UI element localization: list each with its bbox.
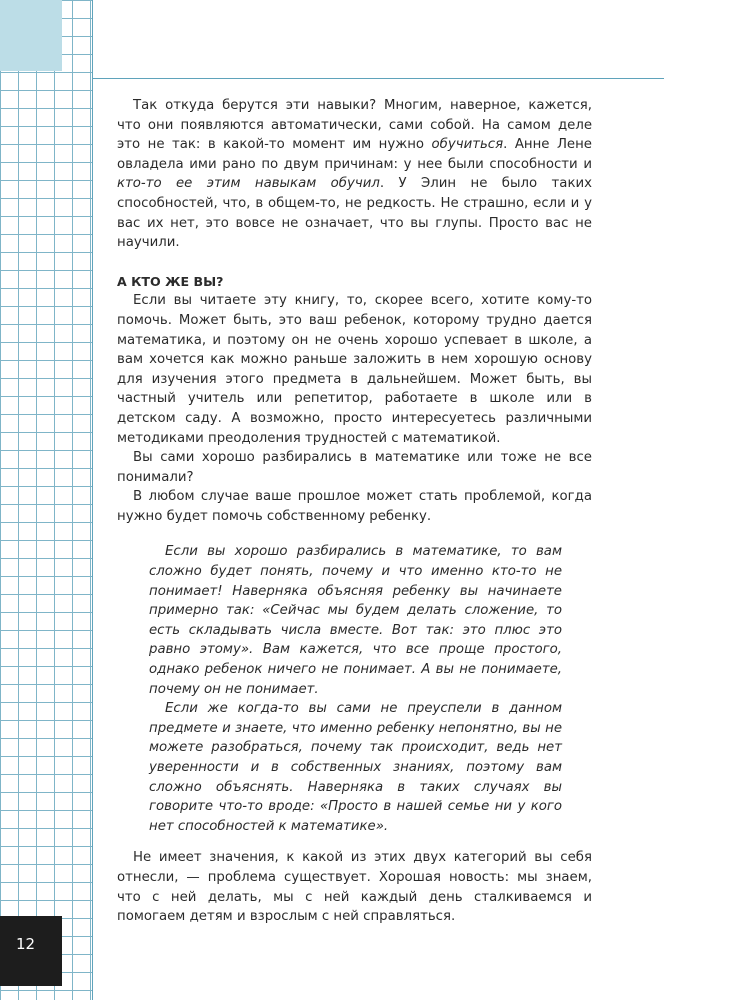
- intro-emphasis-d: кто-то ее этим навыкам обучил: [117, 176, 380, 192]
- paragraph-who-1: Если вы читаете эту книгу, то, скорее всего, хотите кому-то помочь. Может быть, это ваш ребенок, которому трудно дается математика, и поэтому он не очень хорошо успевает в школе, а вам хочется как можно раньше заложить в нем хорошую основу для изучения этого предмета в дальнейшем. Может быть, вы частный учитель или репетитор, работаете в школе или в детском саду. А возможно, просто интересуетесь различными методиками преодоления трудностей с математикой.: [117, 293, 592, 446]
- quote-paragraph-2: Если же когда-то вы сами не преуспели в данном предмете и знаете, что именно ребенку непонятно, вы не можете разобраться, почему так происходит, ведь нет уверенности и в собственных знаниях, поэтому вам сложно объяснять. Наверняка в таких случаях вы говорите что-то вроде: «Просто в нашей семье ни у кого нет способностей к математике».: [149, 701, 562, 834]
- paragraph-who-3: В любом случае ваше прошлое может стать проблемой, когда нужно будет помочь собственному ребенку.: [117, 489, 592, 524]
- corner-color-block: [0, 0, 62, 71]
- paragraph-intro: [117, 96, 592, 253]
- margin-grid-decoration: [0, 0, 93, 1000]
- intro-text-a: Так откуда берутся эти навыки? Многим, наверное, кажется, что они появляются автоматически, сами собой. На самом деле это не так: в какой-то момент им нужно: [117, 98, 592, 153]
- paragraph-closing: Не имеет значения, к какой из этих двух категорий вы себя отнесли, — проблема существует. Хорошая новость: мы знаем, что с ней делать, мы с ней каждый день сталкиваемся и помогаем детям и взрослым с ней справляться.: [117, 850, 592, 925]
- intro-emphasis-b: обучиться: [431, 137, 504, 153]
- page-body: [117, 96, 592, 927]
- quote-paragraph-1: Если вы хорошо разбирались в математике, то вам сложно будет понять, почему и что именно кто-то не понимает! Наверняка объясняя ребенку вы начинаете примерно так: «Сейчас мы будем делать сложение, то есть складывать числа вместе. Вот так: это плюс это равно этому». Вам кажется, что все проще простого, однако ребенок ничего не понимает. А вы не понимаете, почему он не понимает.: [149, 544, 562, 697]
- intro-text-c: . Анне Лене овладела ими рано по двум причинам: у нее были способности и: [117, 137, 592, 172]
- indented-quote: [117, 542, 592, 836]
- header-rule: [92, 78, 664, 79]
- intro-text-e: . У Элин не было таких способностей, что, в общем-то, не редкость. Не страшно, если и у вас их нет, это вовсе не означает, что вы глупы. Просто вас не научили.: [117, 176, 592, 251]
- paragraph-who-2: Вы сами хорошо разбирались в математике или тоже не все понимали?: [117, 450, 592, 485]
- page-number: 12: [16, 935, 36, 953]
- section-heading: А КТО ЖЕ ВЫ?: [117, 273, 224, 289]
